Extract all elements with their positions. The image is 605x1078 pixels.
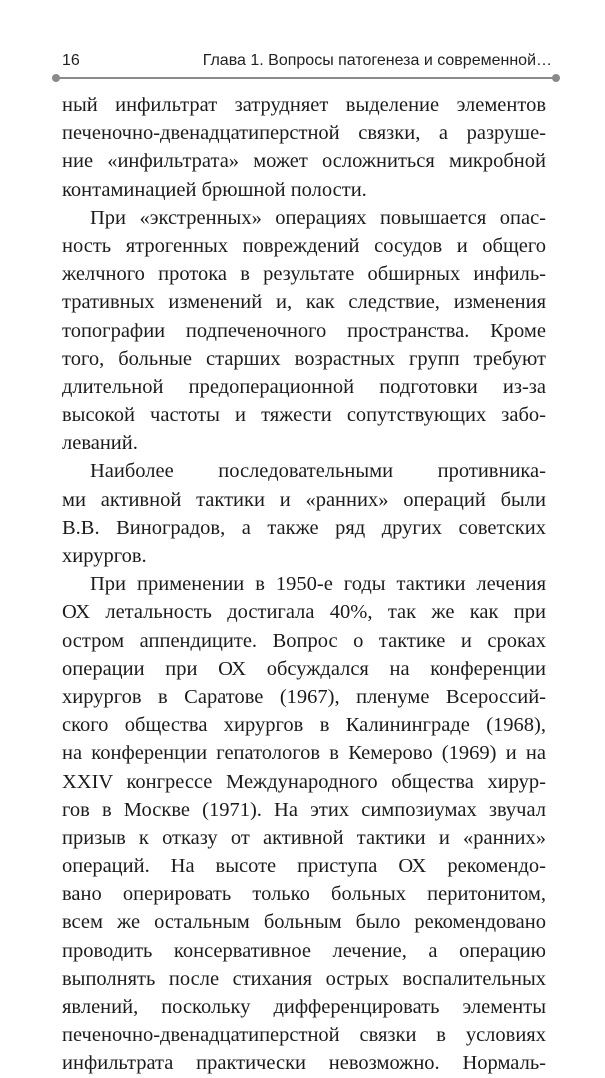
paragraph-1 <box>62 91 546 204</box>
text-line: операции при ОХ обсуждался на конференции <box>62 657 546 680</box>
text-line: печеночно-двенадцатиперстной связки, а разруше- <box>62 122 546 145</box>
paragraph-3 <box>62 457 546 570</box>
text-line: операций. На высоте приступа ОХ рекомендо- <box>62 855 546 878</box>
running-header <box>62 50 552 74</box>
text-line: высокой частоты и тяжести сопутствующих забо- <box>62 404 546 427</box>
header-divider <box>56 77 556 79</box>
body-text <box>62 91 546 1078</box>
text-line: гов в Москве (1971). На этих симпозиумах звучал <box>62 798 546 821</box>
text-line: явлений, поскольку дифференцировать элементы <box>62 996 546 1018</box>
text-line: призыв к отказу от активной тактики и «ранних» <box>62 826 546 849</box>
text-line: топографии подпеченочного пространства. Кроме <box>62 319 546 342</box>
text-line: XXIV конгрессе Международного общества хирур- <box>62 770 546 793</box>
text-line: всем же остальным больным было рекомендовано <box>62 911 546 934</box>
text-line: При «экстренных» операциях повышается опас- <box>90 206 546 229</box>
text-line: выполнять после стихания острых воспалительных <box>62 967 546 990</box>
text-line: хирургов в Саратове (1967), пленуме Всероссий- <box>62 685 546 708</box>
text-line: длительной предоперационной подготовки из-за <box>62 375 546 398</box>
text-line: на конференции гепатологов в Кемерово (1969) и на <box>62 742 546 765</box>
text-line: контаминацией брюшной полости. <box>62 178 367 201</box>
text-line: ность ятрогенных повреждений сосудов и общего <box>62 234 546 257</box>
text-line: проводить консервативное лечение, а операцию <box>62 939 546 962</box>
text-line: остром аппендиците. Вопрос о тактике и сроках <box>62 629 546 652</box>
text-line: инфильтрата практически невозможно. Нормаль- <box>62 1052 546 1075</box>
text-line: ского общества хирургов в Калининграде (1968), <box>62 714 546 737</box>
text-line: хирургов. <box>62 545 147 567</box>
text-line: ный инфильтрат затрудняет выделение элементов <box>62 94 546 116</box>
text-line: вано оперировать только больных перитонитом, <box>62 883 546 906</box>
page-number: 16 <box>62 52 80 69</box>
paragraph-2 <box>62 204 546 458</box>
text-line: желчного протока в результате обширных инфиль- <box>62 263 546 286</box>
running-title: Глава 1. Вопросы патогенеза и современной… <box>202 52 552 69</box>
text-line: В.В. Виноградов, а также ряд других советских <box>62 516 546 539</box>
text-line: Наиболее последовательными противника- <box>90 460 546 483</box>
text-line: ние «инфильтрата» может осложниться микробной <box>62 150 546 173</box>
text-line: леваний. <box>62 432 138 455</box>
text-line: При применении в 1950-е годы тактики лечения <box>90 573 546 596</box>
text-line: печеночно-двенадцатиперстной связки в условиях <box>62 1024 546 1047</box>
text-line: тративных изменений и, как следствие, изменения <box>62 291 546 314</box>
text-line: ОХ летальность достигала 40%, так же как при <box>62 601 546 624</box>
text-line: ми активной тактики и «ранних» операций были <box>62 488 546 511</box>
text-line: того, больные старших возрастных групп требуют <box>62 347 546 370</box>
paragraph-4 <box>62 570 546 1077</box>
